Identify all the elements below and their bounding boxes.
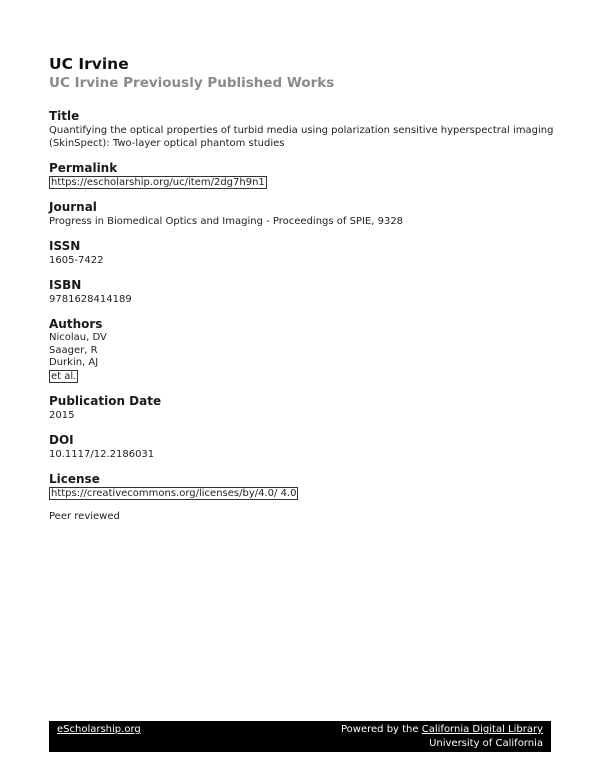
pubdate-value: 2015 bbox=[49, 410, 75, 421]
issn-label: ISSN bbox=[49, 239, 81, 253]
pubdate-label: Publication Date bbox=[49, 394, 162, 408]
series-title: UC Irvine Previously Published Works bbox=[49, 75, 335, 91]
author-item: Nicolau, DV bbox=[49, 332, 107, 343]
title-label: Title bbox=[49, 109, 80, 123]
uc-text: University of California bbox=[429, 738, 543, 749]
permalink-link[interactable]: https://escholarship.org/uc/item/2dg7h9n1 bbox=[51, 177, 265, 188]
document-page bbox=[49, 55, 559, 522]
doi-label: DOI bbox=[49, 433, 74, 447]
powered-by-line bbox=[341, 724, 543, 735]
cdl-link[interactable]: California Digital Library bbox=[421, 724, 543, 735]
author-item: Saager, R bbox=[49, 344, 98, 356]
title-value: Quantifying the optical properties of turbid media using polarization sensitive hyperspectral imaging (SkinSpect): Two-layer optical phantom studies bbox=[49, 125, 554, 149]
issn-value: 1605-7422 bbox=[49, 255, 104, 266]
journal-value: Progress in Biomedical Optics and Imaging - Proceedings of SPIE, 9328 bbox=[49, 216, 404, 227]
author-item: Durkin, AJ bbox=[49, 357, 99, 368]
journal-label: Journal bbox=[49, 200, 97, 214]
license-label: License bbox=[49, 472, 100, 486]
escholarship-link[interactable]: eScholarship.org bbox=[57, 724, 141, 735]
brand-title: UC Irvine bbox=[49, 55, 129, 73]
license-link[interactable]: https://creativecommons.org/licenses/by/4.0/ 4.0 bbox=[51, 488, 297, 499]
isbn-value: 9781628414189 bbox=[49, 294, 132, 305]
doi-value: 10.1117/12.2186031 bbox=[49, 449, 155, 460]
authors-more-link[interactable]: et al. bbox=[51, 370, 77, 382]
footer-bar bbox=[49, 721, 551, 752]
peer-reviewed-note: Peer reviewed bbox=[49, 511, 120, 522]
powered-by-text: Powered by the bbox=[341, 724, 419, 735]
authors-label: Authors bbox=[49, 317, 103, 331]
authors-list bbox=[49, 332, 559, 383]
isbn-label: ISBN bbox=[49, 278, 82, 292]
permalink-label: Permalink bbox=[49, 161, 118, 175]
